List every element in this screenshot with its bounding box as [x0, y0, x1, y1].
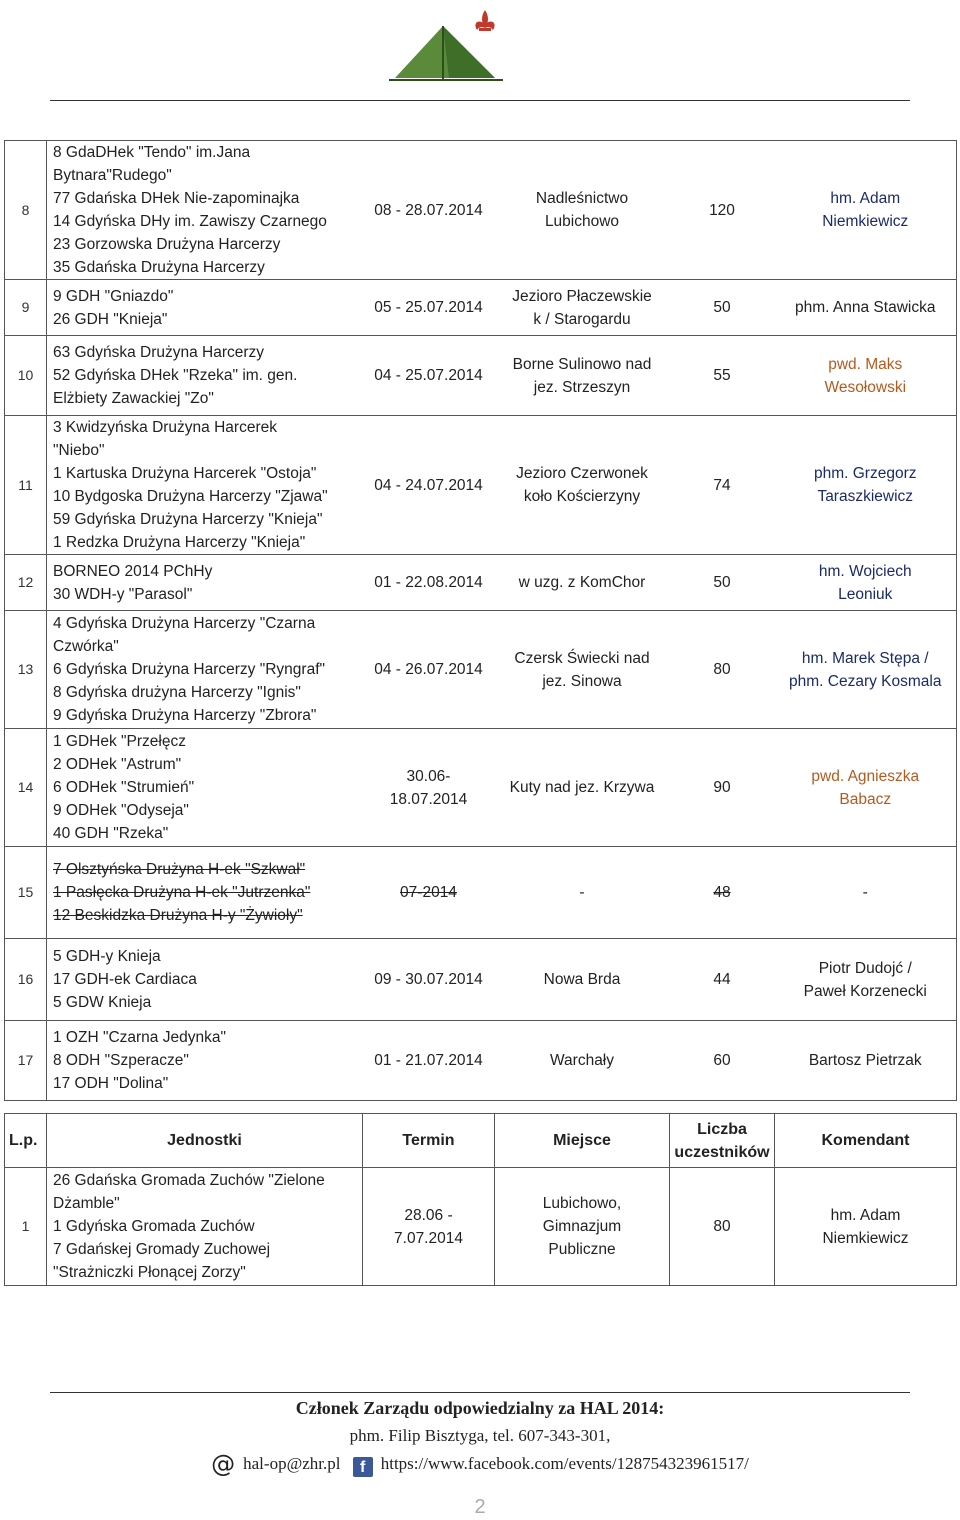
- term-cell: 08 - 28.07.2014: [363, 141, 495, 280]
- leader-cell: pwd. Maks Wesołowski: [775, 336, 957, 416]
- units-cell: 1 OZH "Czarna Jedynka" 8 ODH "Szperacze" 17 ODH "Dolina": [47, 1021, 363, 1101]
- leader-cell: pwd. Agnieszka Babacz: [775, 729, 957, 847]
- leader-cell: phm. Grzegorz Taraszkiewicz: [775, 416, 957, 555]
- term-cell: 01 - 21.07.2014: [363, 1021, 495, 1101]
- camp-row: [5, 939, 957, 1021]
- place-cell: Warchały: [495, 1021, 670, 1101]
- header-units: Jednostki: [47, 1114, 363, 1168]
- camp-row: [5, 1021, 957, 1101]
- term-cell: 09 - 30.07.2014: [363, 939, 495, 1021]
- row-number: 16: [5, 939, 47, 1021]
- units-cell: 4 Gdyńska Drużyna Harcerzy "Czarna Czwórka" 6 Gdyńska Drużyna Harcerzy "Ryngraf" 8 Gdyńska drużyna Harcerzy "Ignis" 9 Gdyńska Drużyna Harcerzy "Zbrora": [47, 611, 363, 729]
- place-cell: Czersk Świecki nad jez. Sinowa: [495, 611, 670, 729]
- email-link[interactable]: hal-op@zhr.pl: [243, 1454, 341, 1473]
- leader-cell: hm. Adam Niemkiewicz: [775, 1168, 957, 1286]
- term-cell: 28.06 - 7.07.2014: [363, 1168, 495, 1286]
- units-cell: 3 Kwidzyńska Drużyna Harcerek "Niebo" 1 Kartuska Drużyna Harcerek "Ostoja" 10 Bydgoska Drużyna Harcerzy "Zjawa" 59 Gdyńska Drużyna Harcerzy "Knieja" 1 Redzka Drużyna Harcerzy "Knieja": [47, 416, 363, 555]
- header-count: Liczba uczestników: [670, 1114, 775, 1168]
- facebook-icon: f: [353, 1457, 373, 1477]
- term-cell: 05 - 25.07.2014: [363, 280, 495, 336]
- term-cell: 04 - 24.07.2014: [363, 416, 495, 555]
- term-cell: 04 - 25.07.2014: [363, 336, 495, 416]
- footer-contacts: [0, 1450, 960, 1478]
- header-leader: Komendant: [775, 1114, 957, 1168]
- camp-row: [5, 280, 957, 336]
- row-number: 8: [5, 141, 47, 280]
- place-cell: Borne Sulinowo nad jez. Strzeszyn: [495, 336, 670, 416]
- camps-table: [4, 140, 957, 1101]
- row-number: 14: [5, 729, 47, 847]
- units-cell: 7 Olsztyńska Drużyna H-ek "Szkwał" 1 Pasłęcka Drużyna H-ek "Jutrzenka" 12 Beskidzka Drużyna H-y "Żywioły": [47, 847, 363, 939]
- zuchy-table: [4, 1113, 957, 1286]
- place-cell: Kuty nad jez. Krzywa: [495, 729, 670, 847]
- camp-row: [5, 611, 957, 729]
- place-cell: Nowa Brda: [495, 939, 670, 1021]
- count-cell: 48: [670, 847, 775, 939]
- bottom-rule: [50, 1392, 910, 1393]
- place-cell: Lubichowo, Gimnazjum Publiczne: [495, 1168, 670, 1286]
- place-cell: Jezioro Płaczewskie k / Starogardu: [495, 280, 670, 336]
- top-rule: [50, 100, 910, 101]
- leader-cell: phm. Anna Stawicka: [775, 280, 957, 336]
- count-cell: 50: [670, 555, 775, 611]
- row-number: 11: [5, 416, 47, 555]
- count-cell: 50: [670, 280, 775, 336]
- count-cell: 80: [670, 611, 775, 729]
- count-cell: 90: [670, 729, 775, 847]
- camp-row: [5, 847, 957, 939]
- leader-cell: hm. Adam Niemkiewicz: [775, 141, 957, 280]
- place-cell: Jezioro Czerwonek koło Kościerzyny: [495, 416, 670, 555]
- leader-cell: hm. Wojciech Leoniuk: [775, 555, 957, 611]
- count-cell: 120: [670, 141, 775, 280]
- row-number: 10: [5, 336, 47, 416]
- footer-title: Członek Zarządu odpowiedzialny za HAL 2014:: [295, 1398, 665, 1418]
- count-cell: 74: [670, 416, 775, 555]
- page-number: 2: [474, 1496, 486, 1518]
- scout-tent-lily-icon: [385, 6, 515, 86]
- camp-row: [5, 141, 957, 280]
- email-icon: @: [211, 1450, 236, 1478]
- header-lp: L.p.: [5, 1114, 47, 1168]
- camp-row: [5, 416, 957, 555]
- header-place: Miejsce: [495, 1114, 670, 1168]
- count-cell: 44: [670, 939, 775, 1021]
- place-cell: -: [495, 847, 670, 939]
- term-cell: 01 - 22.08.2014: [363, 555, 495, 611]
- row-number: 17: [5, 1021, 47, 1101]
- camp-row: [5, 729, 957, 847]
- units-cell: 1 GDHek "Przełęcz 2 ODHek "Astrum" 6 ODHek "Strumień" 9 ODHek "Odyseja" 40 GDH "Rzeka": [47, 729, 363, 847]
- units-cell: 26 Gdańska Gromada Zuchów "Zielone Dżamble" 1 Gdyńska Gromada Zuchów 7 Gdańskej Gromady Zuchowej "Strażniczki Płonącej Zorzy": [47, 1168, 363, 1286]
- header-term: Termin: [363, 1114, 495, 1168]
- term-cell: 07-2014: [363, 847, 495, 939]
- camp-row: [5, 336, 957, 416]
- facebook-link[interactable]: https://www.facebook.com/events/128754323961517/: [380, 1454, 749, 1473]
- leader-cell: hm. Marek Stępa / phm. Cezary Kosmala: [775, 611, 957, 729]
- leader-cell: -: [775, 847, 957, 939]
- row-number: 12: [5, 555, 47, 611]
- zuchy-row: [5, 1168, 957, 1286]
- place-cell: w uzg. z KomChor: [495, 555, 670, 611]
- leader-cell: Piotr Dudojć / Paweł Korzenecki: [775, 939, 957, 1021]
- count-cell: 80: [670, 1168, 775, 1286]
- place-cell: Nadleśnictwo Lubichowo: [495, 141, 670, 280]
- zuchy-header-row: [5, 1114, 957, 1168]
- camp-row: [5, 555, 957, 611]
- leader-cell: Bartosz Pietrzak: [775, 1021, 957, 1101]
- count-cell: 60: [670, 1021, 775, 1101]
- term-cell: 04 - 26.07.2014: [363, 611, 495, 729]
- row-number: 9: [5, 280, 47, 336]
- term-cell: 30.06- 18.07.2014: [363, 729, 495, 847]
- units-cell: 5 GDH-y Knieja 17 GDH-ek Cardiaca 5 GDW Knieja: [47, 939, 363, 1021]
- units-cell: 8 GdaDHek "Tendo" im.Jana Bytnara"Rudego" 77 Gdańska DHek Nie-zapominajka 14 Gdyńska DHy im. Zawiszy Czarnego 23 Gorzowska Drużyna Harcerzy 35 Gdańska Drużyna Harcerzy: [47, 141, 363, 280]
- units-cell: BORNEO 2014 PChHy 30 WDH-y "Parasol": [47, 555, 363, 611]
- row-number: 1: [5, 1168, 47, 1286]
- row-number: 15: [5, 847, 47, 939]
- footer-person: phm. Filip Bisztyga, tel. 607-343-301,: [349, 1426, 611, 1445]
- units-cell: 9 GDH "Gniazdo" 26 GDH "Knieja": [47, 280, 363, 336]
- units-cell: 63 Gdyńska Drużyna Harcerzy 52 Gdyńska DHek "Rzeka" im. gen. Elżbiety Zawackiej "Zo": [47, 336, 363, 416]
- count-cell: 55: [670, 336, 775, 416]
- row-number: 13: [5, 611, 47, 729]
